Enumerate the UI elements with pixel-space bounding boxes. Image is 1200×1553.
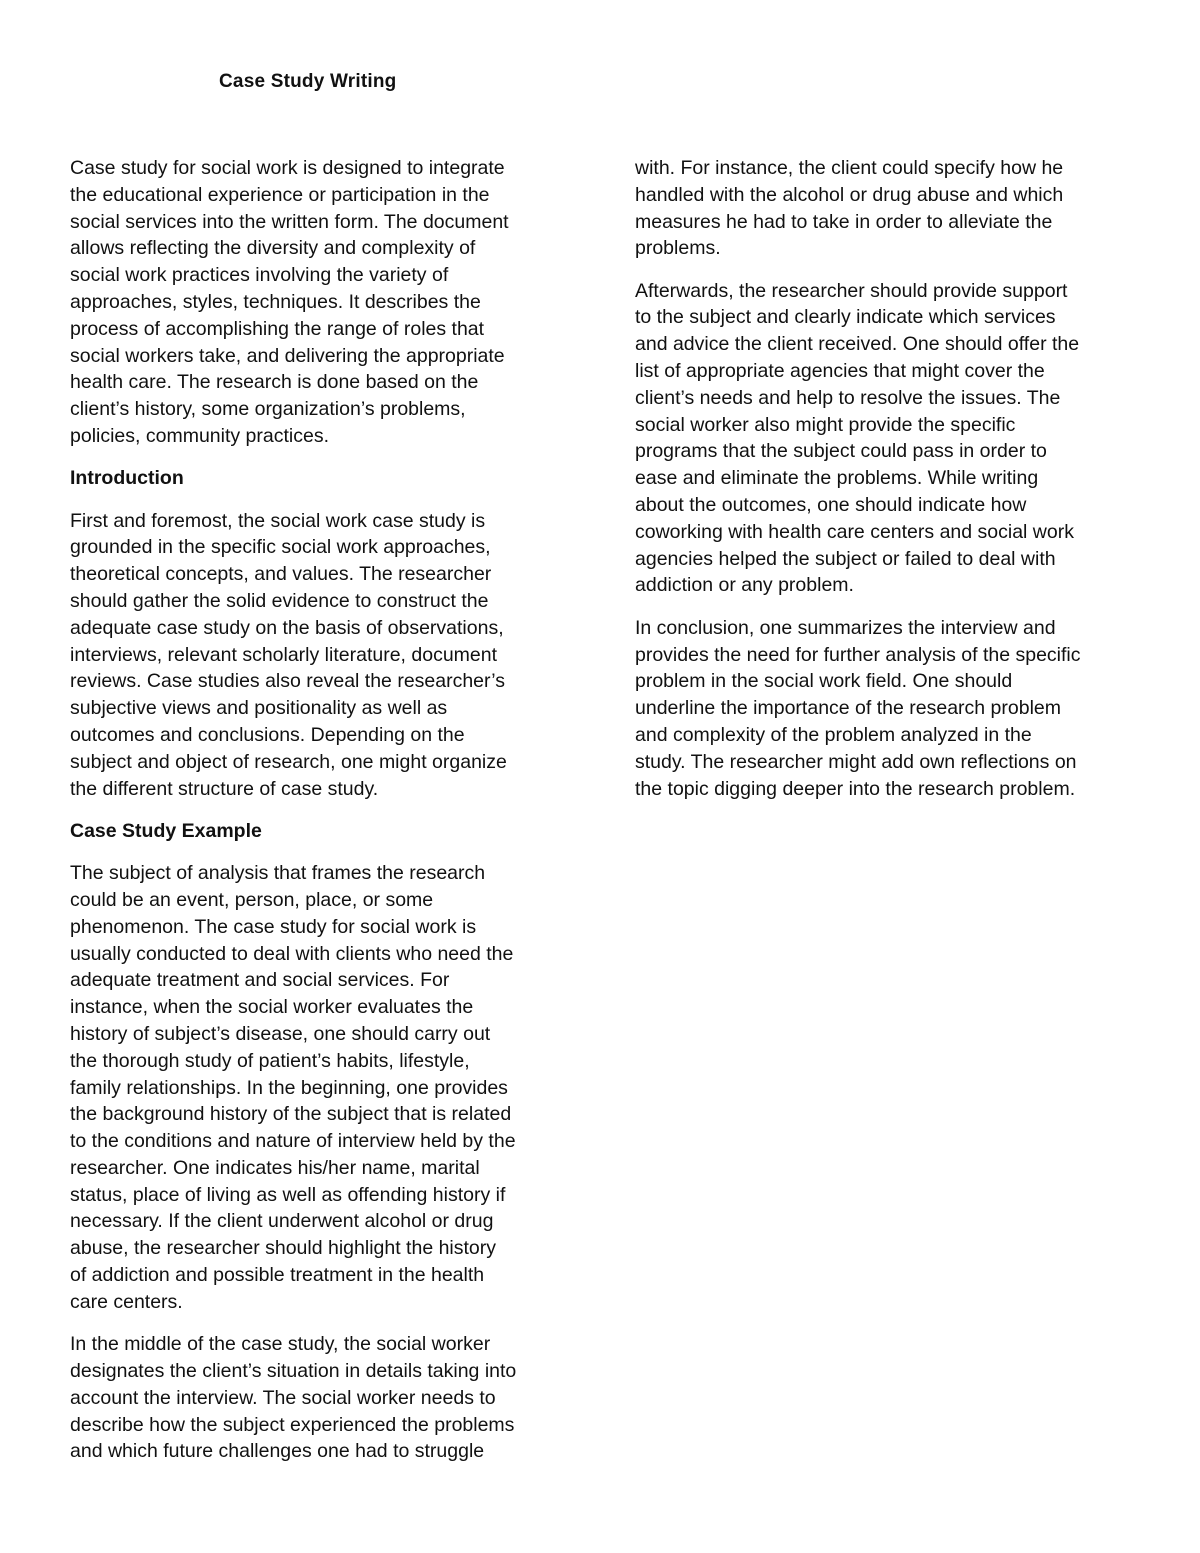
intro-paragraph: Case study for social work is designed to integrate the educational experience or participation in the social services into the written form. The document allows reflecting the diversity and complexity of social work practices involving the variety of approaches, styles, techniques. It describes the process of accomplishing the range of roles that social workers take, and delivering the appropriate health care. The research is done based on the client’s history, some organization’s problems, policies, community practices. — [70, 157, 509, 447]
conclusion-paragraph: In conclusion, one summarizes the interview and provides the need for further analysis of the specific problem in the social work field. One should underline the importance of the research problem and complexity of the problem analyzed in the study. The researcher might add own reflections on the topic digging deeper into the research problem. — [635, 616, 1081, 800]
continuation-paragraph: with. For instance, the client could specify how he handled with the alcohol or drug abuse and which measures he had to take in order to alleviate the problems. — [635, 157, 1064, 260]
left-column — [70, 155, 568, 1481]
right-column — [635, 155, 1135, 818]
introduction-paragraph: First and foremost, the social work case study is grounded in the specific social work approaches, theoretical concepts, and values. The researcher should gather the solid evidence to construct the adequate case study on the basis of observations, interviews, relevant scholarly literature, document reviews. Case studies also reveal the researcher’s subjective views and positionality as well as outcomes and conclusions. Depending on the subject and object of research, one might organize the different structure of case study. — [70, 509, 507, 800]
example-paragraph: The subject of analysis that frames the research could be an event, person, place, or some phenomenon. The case study for social work is usually conducted to deal with clients who need the adequate treatment and social services. For instance, when the social worker evaluates the history of subject’s disease, one should carry out the thorough study of patient’s habits, lifestyle, family relationships. In the beginning, one provides the background history of the subject that is related to the conditions and nature of interview held by the researcher. One indicates his/her name, marital status, place of living as well as offending history if necessary. If the client underwent alcohol or drug abuse, the researcher should highlight the history of addiction and possible treatment in the health care centers. — [70, 862, 516, 1313]
afterwards-paragraph: Afterwards, the researcher should provide support to the subject and clearly indicate which services and advice the client received. One should offer the list of appropriate agencies that might cover the client’s needs and help to resolve the issues. The social worker also might provide the specific programs that the subject could pass in order to ease and eliminate the problems. While writing about the outcomes, one should indicate how coworking with health care centers and social work agencies helped the subject or failed to deal with addiction or any problem. — [635, 279, 1080, 597]
case-study-example-heading: Case Study Example — [70, 819, 262, 842]
middle-paragraph: In the middle of the case study, the social worker designates the client’s situation in details taking into account the interview. The social worker needs to describe how the subject experienced the problems and which future challenges one had to struggle — [70, 1333, 517, 1463]
page-title: Case Study Writing — [219, 71, 397, 92]
introduction-heading: Introduction — [70, 467, 184, 490]
